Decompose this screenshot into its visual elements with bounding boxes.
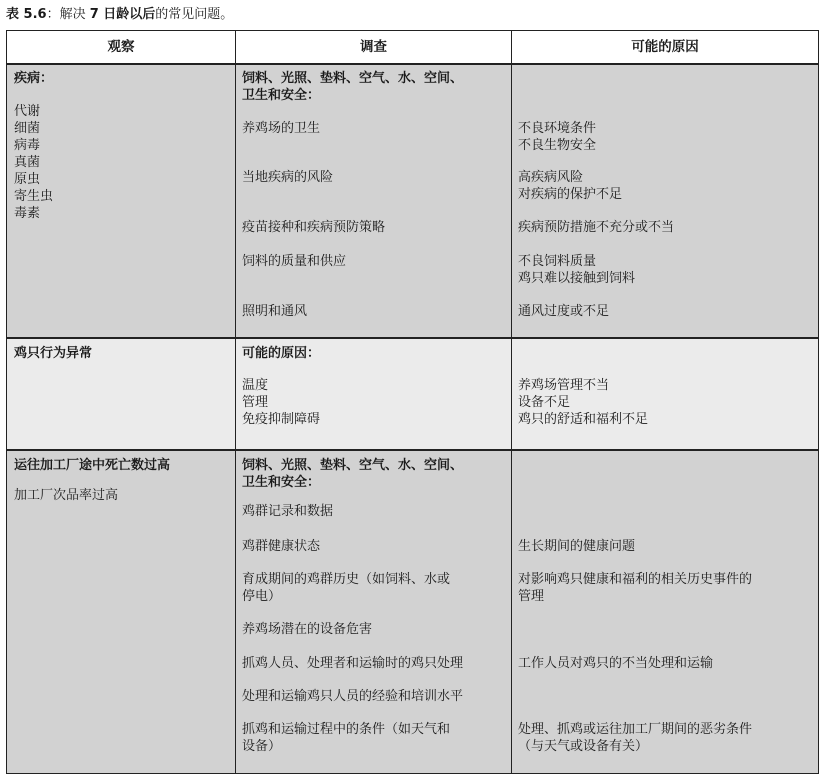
caption-rest: 的常见问题。: [155, 7, 234, 22]
cause-processing: 工作人员对鸡只的不当处理和运输: [518, 656, 714, 671]
column-divider-2: [511, 31, 512, 773]
cause-behavior: 鸡只的舒适和福利不足: [518, 412, 649, 427]
table-caption: [6, 6, 233, 24]
obs-disease-item: 细菌: [14, 121, 41, 136]
inv-disease-item: 照明和通风: [242, 304, 308, 319]
inv-processing-item: 鸡群记录和数据: [242, 504, 334, 519]
cause-disease: 高疾病风险: [518, 170, 584, 185]
obs-disease-title: 疾病：: [14, 71, 54, 86]
inv-processing-item: 抓鸡和运输过程中的条件（如天气和: [242, 722, 451, 737]
inv-processing-heading: 卫生和安全：: [242, 475, 321, 490]
caption-label: 表 5.6: [6, 7, 47, 22]
inv-disease-item: 疫苗接种和疾病预防策略: [242, 220, 386, 235]
caption-sep: ：解决: [46, 7, 90, 22]
inv-behavior-item: 免疫抑制障碍: [242, 412, 321, 427]
obs-disease-item: 原虫: [14, 172, 41, 187]
obs-disease-item: 寄生虫: [14, 189, 54, 204]
row-divider-1: [7, 337, 818, 339]
cause-disease: 不良饲料质量: [518, 254, 597, 269]
cause-disease: 鸡只难以接触到饲料: [518, 271, 636, 286]
cause-processing: 对影响鸡只健康和福利的相关历史事件的: [518, 572, 753, 587]
inv-processing-heading: 饲料、光照、垫料、空气、水、空间、: [242, 458, 464, 473]
inv-disease-heading: 饲料、光照、垫料、空气、水、空间、: [242, 71, 464, 86]
inv-processing-item: 育成期间的鸡群历史（如饲料、水或: [242, 572, 451, 587]
cause-disease: 疾病预防措施不充分或不当: [518, 220, 675, 235]
inv-processing-item: 处理和运输鸡只人员的经验和培训水平: [242, 689, 464, 704]
inv-behavior-item: 温度: [242, 378, 269, 393]
cause-disease: 对疾病的保护不足: [518, 187, 623, 202]
cause-behavior: 养鸡场管理不当: [518, 378, 610, 393]
row-disease: [7, 65, 818, 337]
cause-behavior: 设备不足: [518, 395, 571, 410]
caption-bold: 7 日龄以后: [89, 7, 156, 22]
obs-disease-item: 真菌: [14, 155, 41, 170]
cause-disease: 不良生物安全: [518, 138, 597, 153]
inv-processing-item: 停电）: [242, 589, 282, 604]
obs-disease-item: 毒素: [14, 206, 41, 221]
obs-processing-title: 运往加工厂途中死亡数过高: [14, 458, 171, 473]
inv-behavior-item: 管理: [242, 395, 269, 410]
inv-disease-item: 养鸡场的卫生: [242, 121, 321, 136]
row-divider-2: [7, 449, 818, 451]
obs-behavior-title: 鸡只行为异常: [14, 346, 93, 361]
inv-processing-item: 设备）: [242, 739, 282, 754]
row-behavior: [7, 339, 818, 449]
cause-processing: 处理、抓鸡或运往加工厂期间的恶劣条件: [518, 722, 753, 737]
obs-processing-sub: 加工厂次品率过高: [14, 488, 119, 503]
column-divider-1: [235, 31, 236, 773]
header-investigation: 调查: [236, 31, 511, 63]
inv-disease-item: 当地疾病的风险: [242, 170, 334, 185]
cause-processing: 生长期间的健康问题: [518, 539, 636, 554]
inv-disease-heading: 卫生和安全：: [242, 88, 321, 103]
cause-processing: （与天气或设备有关）: [518, 739, 649, 754]
header-divider: [7, 63, 818, 65]
troubleshooting-table: [6, 30, 819, 774]
inv-processing-item: 鸡群健康状态: [242, 539, 321, 554]
cause-disease: 不良环境条件: [518, 121, 597, 136]
cause-processing: 管理: [518, 589, 545, 604]
inv-processing-item: 抓鸡人员、处理者和运输时的鸡只处理: [242, 656, 464, 671]
header-causes: 可能的原因: [512, 31, 818, 63]
obs-disease-item: 代谢: [14, 104, 41, 119]
inv-behavior-heading: 可能的原因：: [242, 346, 321, 361]
header-observation: 观察: [7, 31, 235, 63]
obs-disease-item: 病毒: [14, 138, 41, 153]
inv-disease-item: 饲料的质量和供应: [242, 254, 347, 269]
inv-processing-item: 养鸡场潜在的设备危害: [242, 622, 373, 637]
cause-disease: 通风过度或不足: [518, 304, 610, 319]
